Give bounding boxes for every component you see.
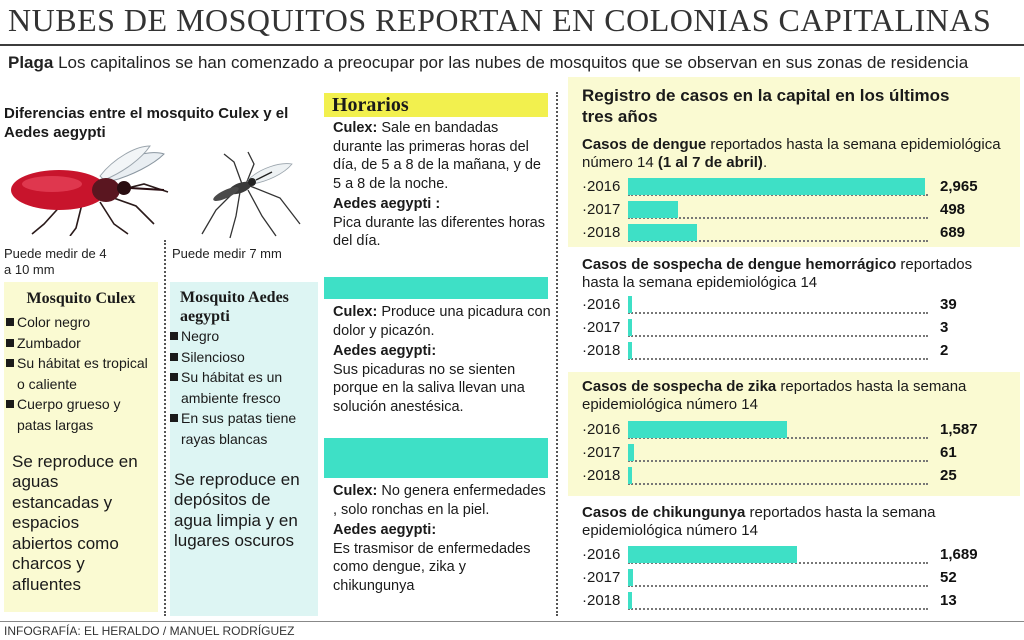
horarios-block-3 xyxy=(333,482,551,595)
bar-track xyxy=(628,224,928,242)
culex-size-caption: Puede medir de 4 a 10 mm xyxy=(4,246,107,277)
year-label: ·2017 xyxy=(582,569,621,586)
chart-title-part: Casos de sospecha de dengue hemorrágico xyxy=(582,256,897,273)
bar-track xyxy=(628,342,928,360)
subtitle-label: Plaga xyxy=(8,53,54,72)
bar-value-label: 1,689 xyxy=(940,546,978,563)
bar-value-label: 13 xyxy=(940,592,957,609)
culex-text: Produce una picadura con dolor y picazón. xyxy=(333,304,551,339)
aedes-trait: Negro xyxy=(170,326,318,347)
horarios-block-2 xyxy=(333,303,551,416)
aedes-label: Aedes aegypti : xyxy=(333,196,441,212)
culex-trait: Cuerpo grueso y patas largas xyxy=(6,394,158,435)
year-label: ·2016 xyxy=(582,296,621,313)
bar-track xyxy=(628,201,928,219)
chart-title-part: . xyxy=(762,154,768,171)
bar-value-label: 3 xyxy=(940,319,949,336)
culex-trait: Zumbador xyxy=(6,333,158,354)
bar-track xyxy=(628,546,928,564)
year-label: ·2017 xyxy=(582,319,621,336)
culex-text: Sale en bandadas durante las primeras horas del día, de 5 a 8 de la mañana, y de 5 a 8 de la noche. xyxy=(333,120,541,192)
culex-name: Mosquito Culex xyxy=(26,290,136,307)
bar xyxy=(628,342,632,359)
chart-title-part: reportados hasta la semana epidemiológica 14 xyxy=(582,256,973,291)
aedes-text: Pica durante las diferentes horas del día. xyxy=(333,214,545,249)
bar-value-label: 61 xyxy=(940,444,957,461)
horarios-divider xyxy=(556,92,558,616)
culex-panel xyxy=(4,282,158,612)
culex-trait: Su hábitat es tropical o caliente xyxy=(6,353,158,394)
bar xyxy=(628,224,697,241)
year-label: ·2017 xyxy=(582,444,621,461)
bar xyxy=(628,546,797,563)
bar-track xyxy=(628,592,928,610)
culex-label: Culex: xyxy=(333,120,378,136)
bar xyxy=(628,569,633,586)
year-label: ·2017 xyxy=(582,201,621,218)
differences-title: Diferencias entre el mosquito Culex y el Aedes aegypti xyxy=(4,105,289,141)
title-divider xyxy=(0,44,1024,46)
aedes-mosquito-icon xyxy=(196,150,312,240)
bar-track xyxy=(628,296,928,314)
aedes-label: Aedes aegypti: xyxy=(333,343,437,359)
bar-track xyxy=(628,421,928,439)
bar xyxy=(628,201,678,218)
bar xyxy=(628,444,634,461)
culex-description xyxy=(333,119,551,193)
chart-title xyxy=(582,378,1002,414)
culex-reproduction: Se reproduce en aguas estancadas y espacios abiertos como charcos y afluentes xyxy=(12,451,138,594)
horarios-block-1 xyxy=(333,119,551,251)
bar-value-label: 2,965 xyxy=(940,178,978,195)
bar-value-label: 1,587 xyxy=(940,421,978,438)
chart-title xyxy=(582,256,1002,292)
bar-value-label: 689 xyxy=(940,224,966,241)
aedes-trait: En sus patas tiene rayas blancas xyxy=(170,408,318,449)
differences-divider xyxy=(164,240,166,616)
bar xyxy=(628,421,787,438)
aedes-text: Sus picaduras no se sienten porque en la saliva llevan una solución anestésica. xyxy=(333,361,525,415)
chart-title xyxy=(582,136,1002,172)
bar-track xyxy=(628,467,928,485)
registro-title: Registro de casos en la capital en los últimos tres años xyxy=(582,86,950,126)
culex-description xyxy=(333,303,551,340)
chart-title-part: Casos de chikungunya xyxy=(582,504,746,521)
bar-track xyxy=(628,178,928,196)
culex-label: Culex: xyxy=(333,304,378,320)
bar-value-label: 25 xyxy=(940,467,957,484)
horarios-section-bar xyxy=(324,277,548,299)
aedes-trait: Silencioso xyxy=(170,347,318,368)
year-label: ·2018 xyxy=(582,592,621,609)
subtitle-text: Los capitalinos se han comenzado a preocupar por las nubes de mosquitos que se observan en sus zonas de residencia xyxy=(53,53,969,72)
chart-title-part: (1 al 7 de abril) xyxy=(657,154,763,171)
chart-title-part: reportados hasta la semana epidemiológica número 14 xyxy=(582,378,967,413)
year-label: ·2018 xyxy=(582,342,621,359)
aedes-panel xyxy=(170,282,318,616)
year-label: ·2016 xyxy=(582,421,621,438)
horarios-section-bar xyxy=(324,438,548,478)
chart-title-part: reportados hasta la semana epidemiológica número 14 xyxy=(582,504,936,539)
culex-description xyxy=(333,482,551,519)
bar-value-label: 498 xyxy=(940,201,966,218)
bar-track xyxy=(628,444,928,462)
aedes-name: Mosquito Aedes aegypti xyxy=(180,289,289,325)
credit-line: INFOGRAFÍA: EL HERALDO / MANUEL RODRÍGUEZ xyxy=(4,624,295,638)
chart-title xyxy=(582,504,1002,540)
horarios-title: Horarios xyxy=(324,93,548,117)
bar-value-label: 52 xyxy=(940,569,957,586)
year-label: ·2016 xyxy=(582,546,621,563)
bar-track xyxy=(628,569,928,587)
aedes-label: Aedes aegypti: xyxy=(333,522,437,538)
chart-title-part: Casos de sospecha de zika xyxy=(582,378,777,395)
bar xyxy=(628,296,632,313)
aedes-reproduction: Se reproduce en depósitos de agua limpia y en lugares oscuros xyxy=(174,469,300,551)
year-label: ·2016 xyxy=(582,178,621,195)
aedes-size-caption: Puede medir 7 mm xyxy=(172,246,282,261)
chart-title-part: reportados hasta la semana epidemiológica número 14 xyxy=(582,136,1001,171)
bar xyxy=(628,319,632,336)
year-label: ·2018 xyxy=(582,467,621,484)
bar xyxy=(628,467,632,484)
culex-label: Culex: xyxy=(333,483,378,499)
chart-title-part: Casos de dengue xyxy=(582,136,707,153)
bottom-divider xyxy=(0,621,1024,622)
aedes-text: Es trasmisor de enfermedades como dengue, zika y chikungunya xyxy=(333,540,531,594)
culex-trait: Color negro xyxy=(6,312,158,333)
bar xyxy=(628,592,632,609)
bar-track xyxy=(628,319,928,337)
page-subtitle xyxy=(8,52,1018,74)
culex-text: No genera enfermedades , solo ronchas en la piel. xyxy=(333,483,546,518)
bar-value-label: 39 xyxy=(940,296,957,313)
year-label: ·2018 xyxy=(582,224,621,241)
page-title: NUBES DE MOSQUITOS REPORTAN EN COLONIAS CAPITALINAS xyxy=(8,2,992,38)
aedes-trait: Su hábitat es un ambiente fresco xyxy=(170,367,318,408)
bar xyxy=(628,178,925,195)
bar-value-label: 2 xyxy=(940,342,949,359)
culex-mosquito-icon xyxy=(4,144,174,236)
